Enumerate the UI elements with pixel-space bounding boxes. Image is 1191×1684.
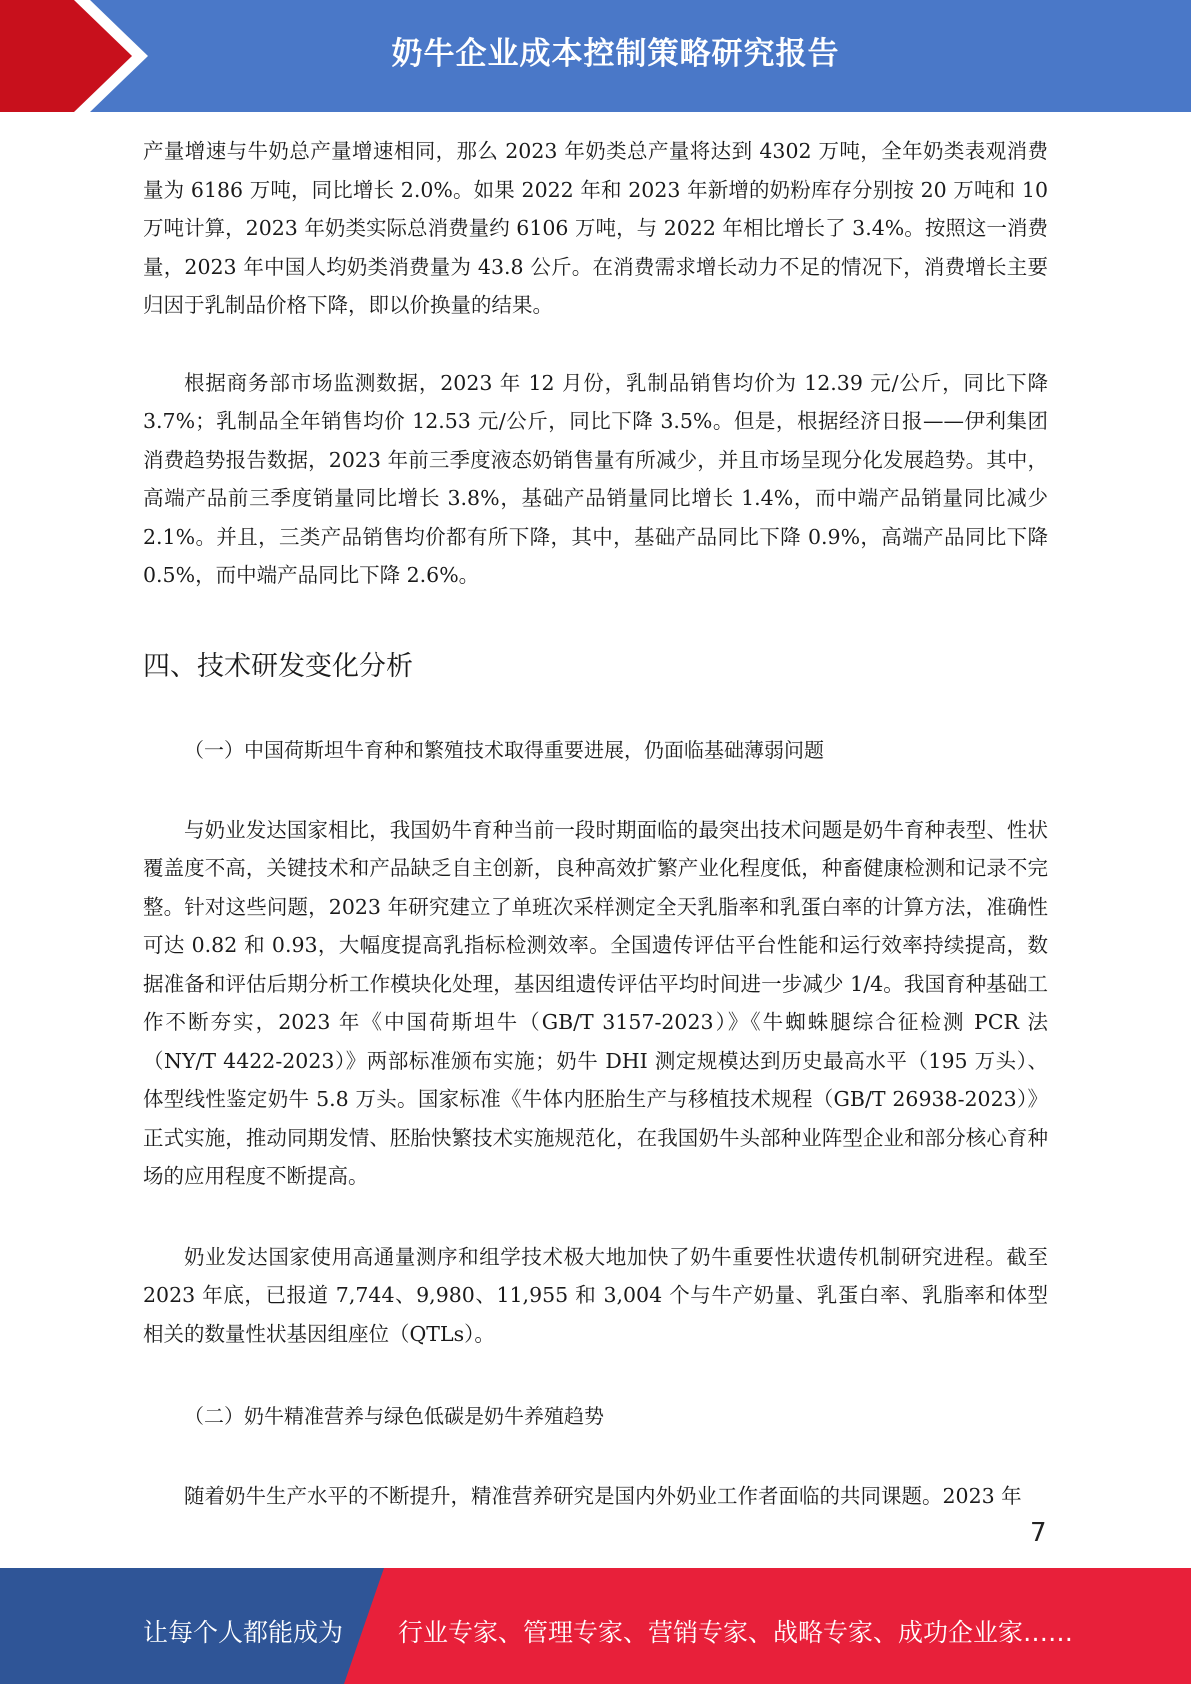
document-title: 奶牛企业成本控制策略研究报告	[391, 36, 840, 72]
paragraph-breeding: 与奶业发达国家相比，我国奶牛育种当前一段时期面临的最突出技术问题是奶牛育种表型、性状覆盖度不高，关键技术和产品缺乏自主创新，良种高效扩繁产业化程度低，种畜健康检测和记录不完整。针对这些问题，2023 年研究建立了单班次采样测定全天乳脂率和乳蛋白率的计算方法，准确性可达 0.82 和 0.93，大幅度提高乳指标检测效率。全国遗传评估平台性能和运行效率持续提高，数据准备和评估后期分析工作模块化处理，基因组遗传评估平均时间进一步减少 1/4。我国育种基础工作不断夯实，2023 年《中国荷斯坦牛（GB/T 3157-2023）》《牛蜘蛛腿综合征检测 PCR 法（NY/T 4422-2023）》两部标准颁布实施；奶牛 DHI 测定规模达到历史最高水平（195 万头）、体型线性鉴定奶牛 5.8 万头。国家标准《牛体内胚胎生产与移植技术规程（GB/T 26938-2023）》正式实施，推动同期发情、胚胎快繁技术实施规范化，在我国奶牛头部种业阵型企业和部分核心育种场的应用程度不断提高。	[143, 817, 1048, 1188]
subsection-heading-2: （二）奶牛精准营养与绿色低碳是奶牛养殖趋势	[184, 1404, 604, 1428]
page-footer	[0, 1568, 1191, 1684]
section-heading-4: 四、技术研发变化分析	[143, 650, 413, 682]
page-content	[143, 132, 1048, 1516]
paragraph-consumption: 产量增速与牛奶总产量增速相同，那么 2023 年奶类总产量将达到 4302 万吨，全年奶类表观消费量为 6186 万吨，同比增长 2.0%。如果 2022 年和 2023 年新增的奶粉库存分别按 20 万吨和 10 万吨计算，2023 年奶类实际总消费量约 6106 万吨，与 2022 年相比增长了 3.4%。按照这一消费量，2023 年中国人均奶类消费量为 43.8 公斤。在消费需求增长动力不足的情况下，消费增长主要归因于乳制品价格下降，即以价换量的结果。	[143, 139, 1048, 317]
paragraph-prices: 根据商务部市场监测数据，2023 年 12 月份，乳制品销售均价为 12.39 元/公斤，同比下降 3.7%；乳制品全年销售均价 12.53 元/公斤，同比下降 3.5%。但是，根据经济日报——伊利集团消费趋势报告数据，2023 年前三季度液态奶销售量有所减少，并且市场呈现分化发展趋势。其中，高端产品前三季度销量同比增长 3.8%，基础产品销量同比增长 1.4%，而中端产品销量同比减少 2.1%。并且，三类产品销售均价都有所下降，其中，基础产品同比下降 0.9%，高端产品同比下降 0.5%，而中端产品同比下降 2.6%。	[143, 370, 1048, 587]
footer-slogan-right: 行业专家、管理专家、营销专家、战略专家、成功企业家……	[398, 1618, 1074, 1647]
page-header	[0, 0, 1191, 112]
subsection-heading-1: （一）中国荷斯坦牛育种和繁殖技术取得重要进展，仍面临基础薄弱问题	[184, 737, 824, 762]
paragraph-nutrition: 随着奶牛生产水平的不断提升，精准营养研究是国内外奶业工作者面临的共同课题。2023 年	[184, 1484, 1022, 1508]
page-number: 7	[1030, 1518, 1047, 1548]
footer-slogan-left: 让每个人都能成为	[143, 1618, 344, 1647]
paragraph-qtls: 奶业发达国家使用高通量测序和组学技术极大地加快了奶牛重要性状遗传机制研究进程。截至 2023 年底，已报道 7,744、9,980、11,955 和 3,004 个与牛产奶量、乳蛋白率、乳脂率和体型相关的数量性状基因组座位（QTLs）。	[143, 1244, 1048, 1346]
